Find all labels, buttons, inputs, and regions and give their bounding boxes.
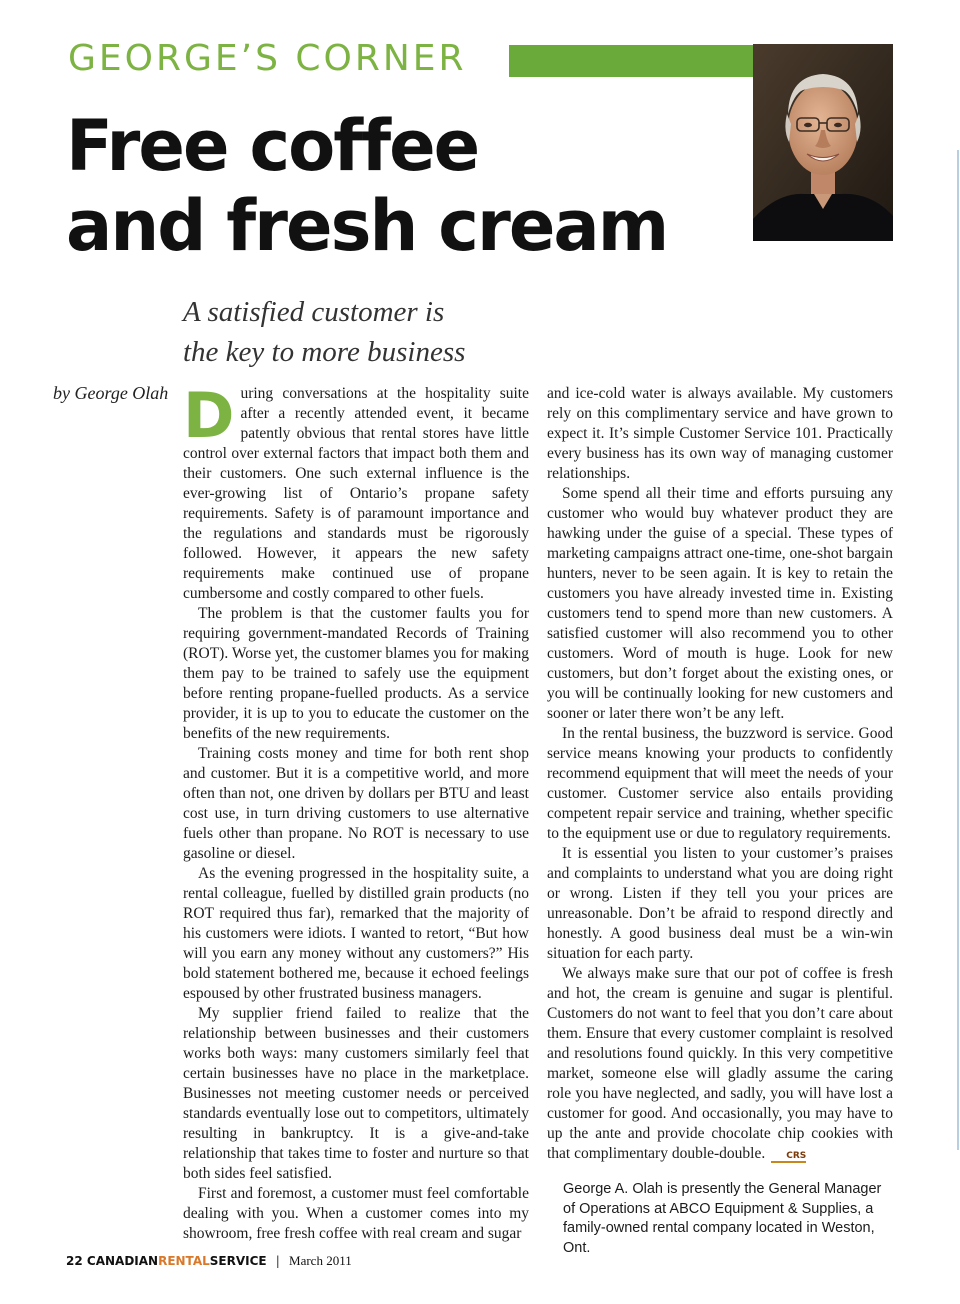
article-column-left [183,379,529,1244]
headline-line-2: and fresh cream [66,185,668,267]
deck-line-2: the key to more business [183,336,466,368]
drop-cap: D [183,379,235,452]
author-photo [753,44,893,241]
article-paragraph-2: The problem is that the customer faults you for requiring government-mandated Records of Training (ROT). Worse yet, the customer blames you for making them pay to be trained to safely use the equipment before renting propane-fuelled products. As a service provider, it is up to you to educate the customer on the benefits of the new requirements. [183,605,529,742]
magazine-name-service: SERVICE [209,1254,267,1268]
magazine-name [87,1254,267,1268]
headline [66,106,667,266]
article-paragraph-3: Training costs money and time for both rent shop and customer. But it is a competitive world, and more often than not, one driven by dollars per BTU and least cost use, in turn driving customers to use alternative fuels other than propane. No ROT is necessary to use gasoline or diesel. [183,745,529,862]
article-paragraph-11 [547,964,893,1164]
article-paragraph-5: My supplier friend failed to realize that the relationship between businesses and their customers works both ways: many customers similarly feel that certain businesses have no place in the marketplace. Businesses not meeting customer needs or perceived standards eventually lose out to competitors, ultimately resulting in bankruptcy. It is a give-and-take relationship that takes time to foster and nurture so that both sides feel satisfied. [183,1005,529,1182]
page-number: 22 [66,1254,83,1268]
byline: by George Olah [53,383,169,403]
article-paragraph-8: Some spend all their time and efforts pursuing any customer who would buy whatever product they are hawking under the guise of a special. These types of marketing campaigns attract one-time, one-shot bargain hunters, never to be seen again. It is key to retain the customers you have already invested time in. Existing customers tend to spend more than new customers. A satisfied customer will also recommend you to other customers. Word of mouth is huge. Look for new customers, but don’t forget about the existing ones, or you will be continually looking for new customers and sooner or later there won’t be any left. [547,485,893,722]
crs-end-mark: CRS [771,1151,806,1163]
page-edge-rule [957,150,959,1150]
paragraph-text: uring conversations at the hospitality suite after a recently attended event, it became patently obvious that rental stores have little control over external factors that impact both them and their customers. One such external influence is the ever-growing list of Ontario’s propane safety requirements. Safety is of paramount importance and the regulations and standards must be rigorously followed. However, it appears the new safety requirements make continued use of propane cumbersome and costly compared to other fuels. [183,385,529,602]
article-paragraph-6: First and foremost, a customer must feel comfortable dealing with you. When a customer comes into my showroom, free fresh coffee with real cream and sugar [183,1185,529,1242]
magazine-name-canadian: CANADIAN [86,1254,159,1268]
page-footer [66,1253,352,1269]
deck-line-1: A satisfied customer is [183,296,445,328]
section-title: GEORGE’S CORNER [68,38,467,79]
author-bio: George A. Olah is presently the General Manager of Operations at ABCO Equipment & Supplies, a family-owned rental company located in Weston, Ont. [563,1181,882,1256]
article-paragraph-9: In the rental business, the buzzword is service. Good service means knowing your products to confidently recommend equipment that will meet the needs of your customer. Customer service also entails providing competent repair service and training, whether specific to the equipment use or due to regulatory requirements. [547,725,893,842]
article-paragraph-10: It is essential you listen to your customer’s praises and complaints to understand what you are doing right or wrong. Listen if they tell you your prices are unreasonable. Don’t be afraid to respond directly and honestly. A good business deal must be a win-win situation for each party. [547,845,893,962]
author-portrait-image [753,44,893,241]
article-paragraph-4: As the evening progressed in the hospitality suite, a rental colleague, fuelled by distilled grain products (no ROT required thus far), remarked that the majority of his customers were idiots. I wanted to retort, “But how will you earn any money without any customers?” His bold statement bothered me, because it echoed feelings espoused by other frustrated business managers. [183,865,529,1002]
article-column-right [547,384,893,1258]
issue-date: March 2011 [289,1253,352,1268]
magazine-name-rental: RENTAL [158,1254,210,1268]
deck [183,292,465,372]
footer-separator: | [275,1254,280,1268]
section-accent-bar [509,45,753,77]
article-paragraph-7: and ice-cold water is always available. My customers rely on this complimentary service and have grown to expect it. It’s simple Customer Service 101. Practically every business has its own way of managing customer relationships. [547,385,893,482]
headline-line-1: Free coffee [66,105,479,187]
paragraph-text: We always make sure that our pot of coffee is fresh and hot, the cream is genuine and sugar is plentiful. Customers do not want to feel that you don’t care about them. Ensure that every customer complaint is resolved and resolutions found quickly. In this very competitive market, someone else will gladly assume the caring role you have neglected, and sadly, you will have lost a customer for good. And occasionally, you may have to up the ante and provide chocolate chip cookies with that complimentary double-double. [547,965,893,1162]
article-paragraph-1 [183,379,529,604]
